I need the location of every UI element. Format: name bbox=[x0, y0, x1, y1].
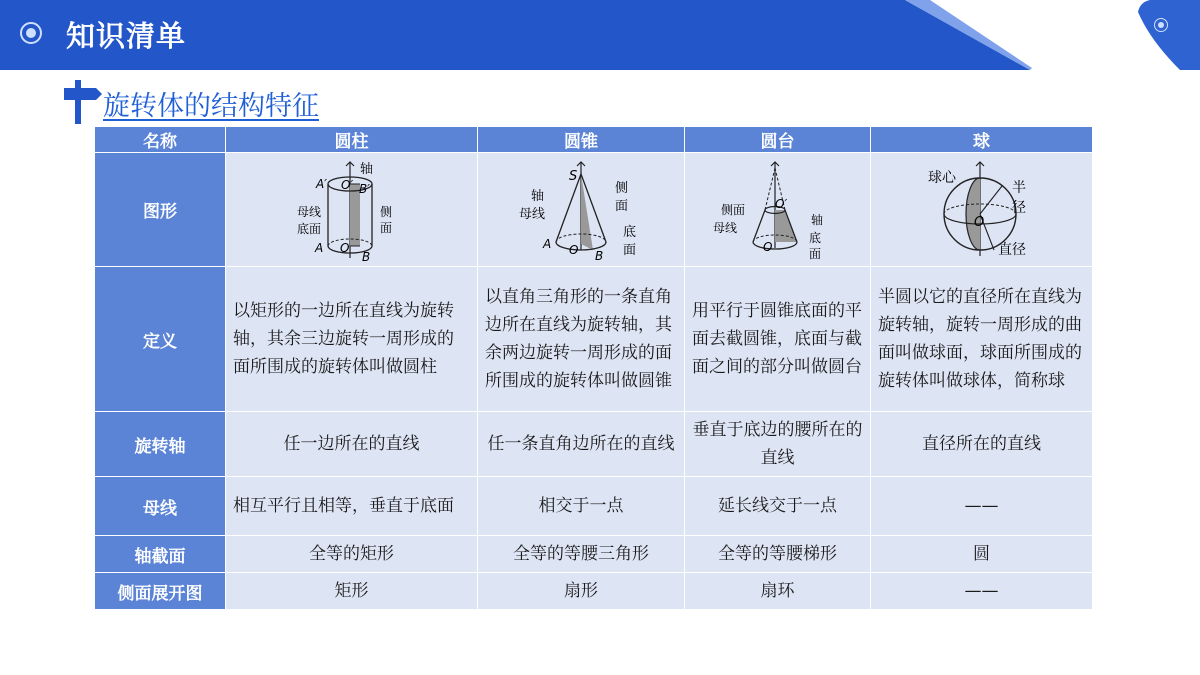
table-row bbox=[95, 267, 1093, 412]
cone-figure-cell bbox=[478, 153, 685, 267]
frustum-generatrix-label: 母线 bbox=[712, 220, 737, 235]
cone-point-label: A bbox=[543, 236, 552, 251]
row-header: 旋转轴 bbox=[95, 412, 226, 477]
table-row bbox=[95, 153, 1093, 267]
cylinder-lateral-label: 面 bbox=[379, 220, 392, 235]
frustum-axis-label: 轴 bbox=[810, 212, 823, 227]
cylinder-figure-cell bbox=[226, 153, 478, 267]
cylinder-point-label: B bbox=[361, 249, 370, 262]
table-cell: 圆 bbox=[871, 536, 1093, 573]
row-header: 图形 bbox=[95, 153, 226, 267]
table-row bbox=[95, 573, 1093, 610]
header-bullet-icon bbox=[20, 22, 42, 44]
row-header: 定义 bbox=[95, 267, 226, 412]
table-cell: 垂直于底边的腰所在的直线 bbox=[685, 412, 871, 477]
table-header-row bbox=[95, 127, 1093, 153]
cone-figure bbox=[511, 158, 651, 262]
table-cell: 以直角三角形的一条直角边所在直线为旋转轴，其余两边旋转一周形成的面所围成的旋转体叫做圆锥 bbox=[478, 267, 685, 412]
frustum-point-label: O′ bbox=[774, 196, 787, 211]
frustum-figure bbox=[713, 158, 843, 262]
cylinder-lateral-label: 侧 bbox=[379, 204, 392, 219]
frustum-base-label: 底 bbox=[808, 230, 821, 245]
cylinder-axis-label: 轴 bbox=[359, 161, 373, 177]
sphere-diameter-label: 直径 bbox=[997, 241, 1026, 258]
sphere-figure-cell bbox=[871, 153, 1093, 267]
table-cell: 全等的等腰三角形 bbox=[478, 536, 685, 573]
column-header: 球 bbox=[871, 127, 1093, 153]
table-cell: 任一边所在的直线 bbox=[226, 412, 478, 477]
cylinder-base-label: 底面 bbox=[296, 221, 321, 236]
cone-lateral-label: 侧 bbox=[615, 180, 629, 196]
table-cell: 相互平行且相等，垂直于底面 bbox=[226, 477, 478, 536]
signpost-icon bbox=[62, 78, 102, 124]
frustum-base-label: 面 bbox=[808, 246, 821, 261]
cone-lateral-label: 面 bbox=[615, 198, 629, 214]
table-cell: 全等的矩形 bbox=[226, 536, 478, 573]
cylinder-generatrix-label: 母线 bbox=[296, 204, 321, 219]
cone-axis-label: 轴 bbox=[531, 188, 545, 204]
table-row bbox=[95, 477, 1093, 536]
page-title: 知识清单 bbox=[66, 19, 187, 53]
frustum-lateral-label: 侧面 bbox=[720, 202, 745, 217]
column-header: 名称 bbox=[95, 127, 226, 153]
header-band bbox=[0, 0, 1200, 70]
sphere-radius-label: 径 bbox=[1011, 199, 1026, 216]
row-header: 侧面展开图 bbox=[95, 573, 226, 610]
cone-point-label: O bbox=[569, 242, 579, 257]
table-cell: 全等的等腰梯形 bbox=[685, 536, 871, 573]
table-cell: —— bbox=[871, 477, 1093, 536]
table-cell: 任一条直角边所在的直线 bbox=[478, 412, 685, 477]
cylinder-point-label: A′ bbox=[315, 176, 327, 191]
cylinder-point-label: O′ bbox=[340, 177, 353, 192]
table-cell: 矩形 bbox=[226, 573, 478, 610]
table-cell: 扇形 bbox=[478, 573, 685, 610]
cone-base-label: 面 bbox=[623, 242, 637, 258]
table-cell: 用平行于圆锥底面的平面去截圆锥，底面与截面之间的部分叫做圆台 bbox=[685, 267, 871, 412]
cylinder-figure bbox=[282, 158, 422, 262]
table-cell: 以矩形的一边所在直线为旋转轴，其余三边旋转一周形成的面所围成的旋转体叫做圆柱 bbox=[226, 267, 478, 412]
table-row bbox=[95, 412, 1093, 477]
table-cell: 半圆以它的直径所在直线为旋转轴，旋转一周形成的曲面叫做球面，球面所围成的旋转体叫做球体，简称球 bbox=[871, 267, 1093, 412]
table-cell: 扇环 bbox=[685, 573, 871, 610]
row-header: 母线 bbox=[95, 477, 226, 536]
sphere-figure bbox=[912, 158, 1052, 262]
cylinder-point-label: A bbox=[314, 240, 323, 255]
cylinder-point-label: B′ bbox=[358, 181, 370, 196]
frustum-point-label: O bbox=[762, 239, 772, 254]
table-cell: —— bbox=[871, 573, 1093, 610]
table-cell: 延长线交于一点 bbox=[685, 477, 871, 536]
cone-point-label: S bbox=[569, 168, 578, 184]
table-row bbox=[95, 536, 1093, 573]
table-cell: 直径所在的直线 bbox=[871, 412, 1093, 477]
sphere-radius-label: 半 bbox=[1011, 179, 1026, 196]
cone-generatrix-label: 母线 bbox=[519, 206, 546, 222]
cone-base-label: 底 bbox=[623, 224, 637, 240]
cylinder-point-label: O bbox=[339, 240, 349, 255]
column-header: 圆柱 bbox=[226, 127, 478, 153]
column-header: 圆台 bbox=[685, 127, 871, 153]
section-title: 旋转体的结构特征 bbox=[103, 91, 319, 122]
knowledge-table bbox=[94, 126, 1093, 610]
table-cell: 相交于一点 bbox=[478, 477, 685, 536]
column-header: 圆锥 bbox=[478, 127, 685, 153]
sphere-point-label: O bbox=[973, 214, 984, 230]
sphere-center-label: 球心 bbox=[927, 169, 956, 186]
cone-point-label: B bbox=[595, 248, 604, 262]
frustum-figure-cell bbox=[685, 153, 871, 267]
corner-bullet-icon bbox=[1154, 18, 1168, 32]
row-header: 轴截面 bbox=[95, 536, 226, 573]
